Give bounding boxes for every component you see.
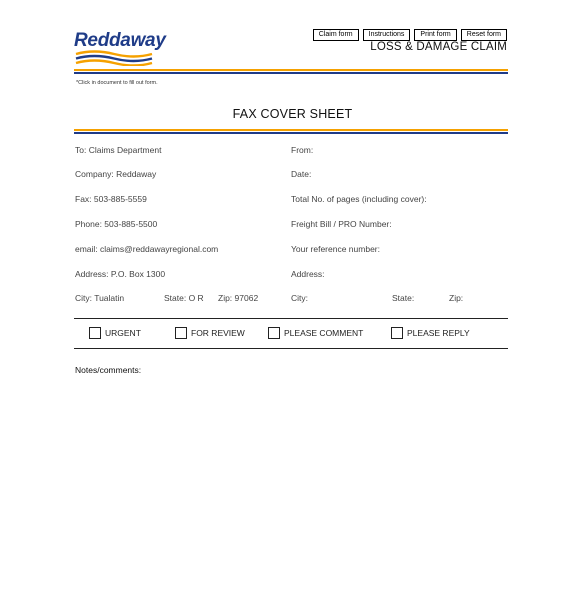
company-field: Company: Reddaway — [75, 169, 157, 179]
reset-form-button[interactable]: Reset form — [461, 29, 507, 41]
for-review-label: FOR REVIEW — [191, 328, 245, 338]
claim-form-button[interactable]: Claim form — [313, 29, 359, 41]
fax-cover-title: FAX COVER SHEET — [232, 107, 353, 121]
urgent-label: URGENT — [105, 328, 141, 338]
top-stripe — [74, 69, 508, 74]
document-title: LOSS & DAMAGE CLAIM — [370, 41, 507, 53]
print-form-button[interactable]: Print form — [414, 29, 456, 41]
freight-bill-field[interactable]: Freight Bill / PRO Number: — [291, 219, 392, 229]
form-button-row — [313, 29, 507, 41]
logo-swoosh-icon — [74, 50, 154, 66]
notes-label: Notes/comments: — [75, 365, 142, 375]
please-reply-checkbox[interactable] — [391, 327, 403, 339]
checkbox-bottom-rule — [74, 348, 508, 349]
form-hint: *Click in document to fill out form. — [76, 80, 158, 86]
sender-address-field[interactable]: Address: — [291, 269, 325, 279]
sender-state-field[interactable]: State: — [392, 293, 415, 303]
please-reply-label: PLEASE REPLY — [407, 328, 470, 338]
phone-field: Phone: 503-885-5500 — [75, 219, 158, 229]
sender-city-field[interactable]: City: — [291, 293, 308, 303]
checkbox-top-rule — [74, 318, 508, 319]
zip-field: Zip: 97062 — [218, 293, 259, 303]
address-field: Address: P.O. Box 1300 — [75, 269, 166, 279]
please-comment-checkbox[interactable] — [268, 327, 280, 339]
instructions-button[interactable]: Instructions — [363, 29, 411, 41]
please-reply-option[interactable] — [391, 327, 470, 339]
please-comment-option[interactable] — [268, 327, 363, 339]
to-field: To: Claims Department — [75, 145, 162, 155]
sender-zip-field[interactable]: Zip: — [449, 293, 464, 303]
title-stripe — [74, 129, 508, 134]
fax-field: Fax: 503-885-5559 — [75, 194, 147, 204]
please-comment-label: PLEASE COMMENT — [284, 328, 364, 338]
total-pages-field[interactable]: Total No. of pages (including cover): — [291, 194, 427, 204]
urgent-checkbox[interactable] — [89, 327, 101, 339]
for-review-option[interactable] — [175, 327, 245, 339]
reference-number-field[interactable]: Your reference number: — [291, 244, 380, 254]
logo-text: Reddaway — [74, 30, 166, 51]
for-review-checkbox[interactable] — [175, 327, 187, 339]
reddaway-logo — [74, 30, 164, 66]
from-field[interactable]: From: — [291, 145, 314, 155]
urgent-option[interactable] — [89, 327, 141, 339]
city-field: City: Tualatin — [75, 293, 125, 303]
date-field[interactable]: Date: — [291, 169, 312, 179]
email-field: email: claims@reddawayregional.com — [75, 244, 219, 254]
state-field: State: O R — [164, 293, 204, 303]
